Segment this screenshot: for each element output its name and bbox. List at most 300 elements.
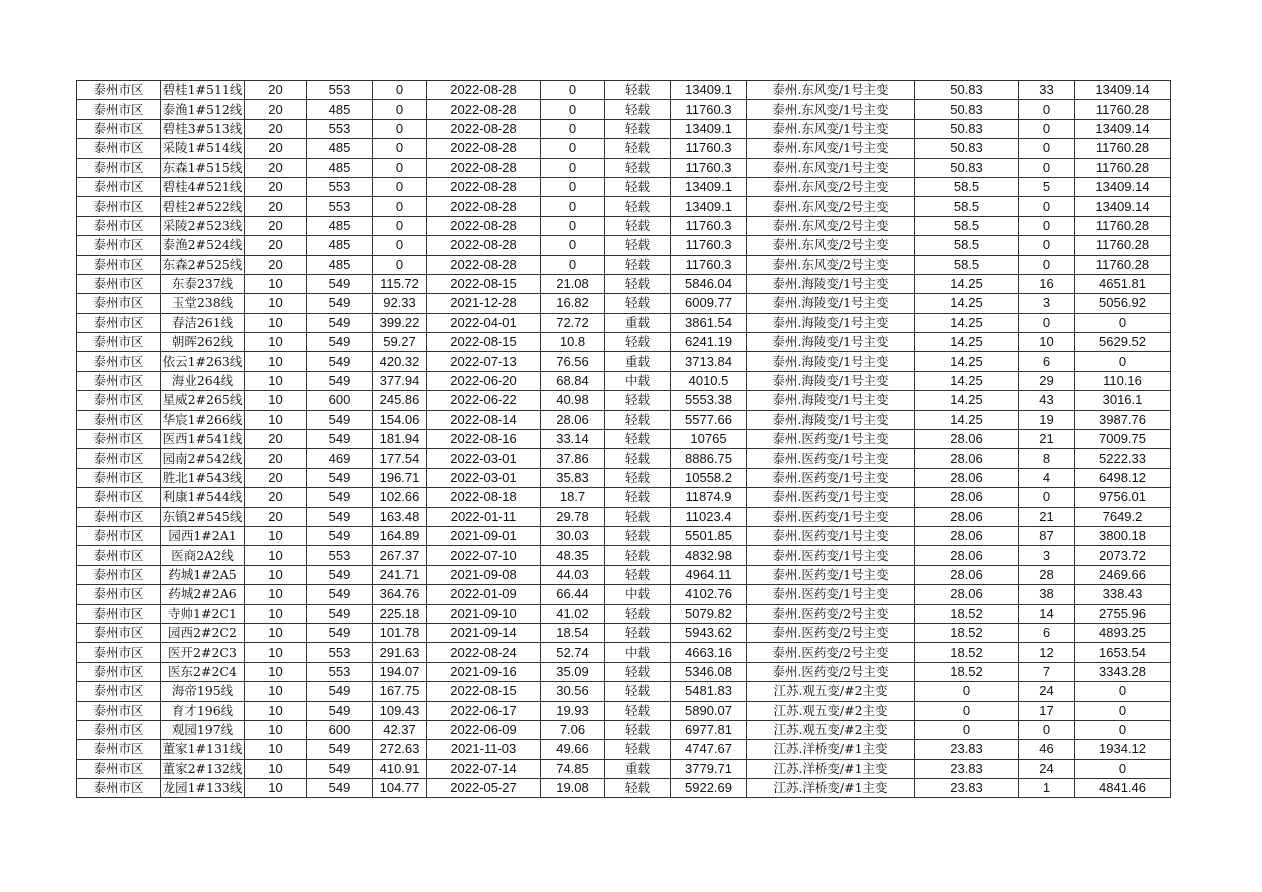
table-row — [77, 391, 1171, 410]
voltage-cell: 10 — [245, 720, 307, 739]
load-status-cell: 轻载 — [605, 139, 671, 158]
date-cell: 2022-01-09 — [427, 585, 541, 604]
load-cell: 163.48 — [373, 507, 427, 526]
transformer-rate-cell: 50.83 — [915, 139, 1019, 158]
count-cell: 0 — [1019, 216, 1075, 235]
area-cell: 泰州市区 — [77, 430, 161, 449]
load-status-cell: 轻载 — [605, 507, 671, 526]
load-status-cell: 轻载 — [605, 177, 671, 196]
count-cell: 24 — [1019, 682, 1075, 701]
capacity-cell: 549 — [307, 779, 373, 798]
load-cell: 177.54 — [373, 449, 427, 468]
date-cell: 2022-06-17 — [427, 701, 541, 720]
remaining-cell: 0 — [1075, 759, 1171, 778]
load-cell: 181.94 — [373, 430, 427, 449]
transformer-cell: 泰州.东风变/1号主变 — [747, 158, 915, 177]
available-cell: 8886.75 — [671, 449, 747, 468]
transformer-cell: 泰州.医药变/1号主变 — [747, 468, 915, 487]
transformer-cell: 泰州.医药变/1号主变 — [747, 526, 915, 545]
load-rate-cell: 0 — [541, 177, 605, 196]
table-row — [77, 759, 1171, 778]
count-cell: 7 — [1019, 662, 1075, 681]
available-cell: 10558.2 — [671, 468, 747, 487]
line-name-cell: 董家1#131线 — [161, 740, 245, 759]
line-name-cell: 海业264线 — [161, 371, 245, 390]
remaining-cell: 3987.76 — [1075, 410, 1171, 429]
load-status-cell: 轻载 — [605, 526, 671, 545]
remaining-cell: 4841.46 — [1075, 779, 1171, 798]
voltage-cell: 20 — [245, 507, 307, 526]
date-cell: 2022-08-28 — [427, 119, 541, 138]
date-cell: 2022-04-01 — [427, 313, 541, 332]
transformer-cell: 泰州.海陵变/1号主变 — [747, 274, 915, 293]
transformer-cell: 泰州.海陵变/1号主变 — [747, 294, 915, 313]
remaining-cell: 5629.52 — [1075, 333, 1171, 352]
table-row — [77, 216, 1171, 235]
available-cell: 5079.82 — [671, 604, 747, 623]
date-cell: 2022-07-14 — [427, 759, 541, 778]
transformer-cell: 泰州.东风变/2号主变 — [747, 177, 915, 196]
load-rate-cell: 68.84 — [541, 371, 605, 390]
load-status-cell: 轻载 — [605, 682, 671, 701]
remaining-cell: 2073.72 — [1075, 546, 1171, 565]
load-cell: 399.22 — [373, 313, 427, 332]
count-cell: 5 — [1019, 177, 1075, 196]
transformer-cell: 泰州.东风变/2号主变 — [747, 255, 915, 274]
capacity-cell: 549 — [307, 313, 373, 332]
available-cell: 5346.08 — [671, 662, 747, 681]
transformer-rate-cell: 18.52 — [915, 623, 1019, 642]
line-name-cell: 园南2#542线 — [161, 449, 245, 468]
capacity-cell: 553 — [307, 643, 373, 662]
remaining-cell: 7009.75 — [1075, 430, 1171, 449]
load-cell: 109.43 — [373, 701, 427, 720]
remaining-cell: 3016.1 — [1075, 391, 1171, 410]
load-rate-cell: 35.09 — [541, 662, 605, 681]
load-rate-cell: 0 — [541, 158, 605, 177]
load-rate-cell: 66.44 — [541, 585, 605, 604]
available-cell: 6977.81 — [671, 720, 747, 739]
line-name-cell: 采陵1#514线 — [161, 139, 245, 158]
remaining-cell: 2469.66 — [1075, 565, 1171, 584]
table-row — [77, 701, 1171, 720]
voltage-cell: 20 — [245, 100, 307, 119]
load-status-cell: 轻载 — [605, 236, 671, 255]
date-cell: 2022-07-10 — [427, 546, 541, 565]
capacity-cell: 549 — [307, 352, 373, 371]
load-rate-cell: 40.98 — [541, 391, 605, 410]
remaining-cell: 13409.14 — [1075, 197, 1171, 216]
available-cell: 5481.83 — [671, 682, 747, 701]
transformer-rate-cell: 14.25 — [915, 313, 1019, 332]
capacity-cell: 600 — [307, 391, 373, 410]
area-cell: 泰州市区 — [77, 255, 161, 274]
transformer-cell: 泰州.医药变/2号主变 — [747, 662, 915, 681]
transformer-cell: 泰州.医药变/1号主变 — [747, 585, 915, 604]
voltage-cell: 20 — [245, 488, 307, 507]
load-cell: 272.63 — [373, 740, 427, 759]
load-rate-cell: 0 — [541, 81, 605, 100]
table-row — [77, 526, 1171, 545]
remaining-cell: 0 — [1075, 682, 1171, 701]
remaining-cell: 5056.92 — [1075, 294, 1171, 313]
capacity-cell: 553 — [307, 81, 373, 100]
load-rate-cell: 0 — [541, 139, 605, 158]
load-cell: 377.94 — [373, 371, 427, 390]
remaining-cell: 11760.28 — [1075, 236, 1171, 255]
transformer-rate-cell: 58.5 — [915, 216, 1019, 235]
capacity-cell: 485 — [307, 216, 373, 235]
count-cell: 10 — [1019, 333, 1075, 352]
transformer-cell: 泰州.医药变/1号主变 — [747, 565, 915, 584]
transformer-rate-cell: 0 — [915, 720, 1019, 739]
date-cell: 2022-08-28 — [427, 100, 541, 119]
date-cell: 2022-08-28 — [427, 255, 541, 274]
voltage-cell: 20 — [245, 197, 307, 216]
voltage-cell: 20 — [245, 119, 307, 138]
capacity-cell: 553 — [307, 546, 373, 565]
area-cell: 泰州市区 — [77, 119, 161, 138]
capacity-cell: 549 — [307, 526, 373, 545]
line-name-cell: 医开2#2C3 — [161, 643, 245, 662]
transformer-cell: 泰州.东风变/2号主变 — [747, 197, 915, 216]
voltage-cell: 10 — [245, 779, 307, 798]
table-row — [77, 100, 1171, 119]
remaining-cell: 0 — [1075, 720, 1171, 739]
load-status-cell: 轻载 — [605, 701, 671, 720]
load-status-cell: 中载 — [605, 585, 671, 604]
transformer-cell: 泰州.海陵变/1号主变 — [747, 371, 915, 390]
load-cell: 245.86 — [373, 391, 427, 410]
load-rate-cell: 21.08 — [541, 274, 605, 293]
load-cell: 0 — [373, 158, 427, 177]
count-cell: 0 — [1019, 313, 1075, 332]
remaining-cell: 0 — [1075, 313, 1171, 332]
load-cell: 0 — [373, 216, 427, 235]
date-cell: 2022-03-01 — [427, 449, 541, 468]
load-cell: 164.89 — [373, 526, 427, 545]
transformer-rate-cell: 23.83 — [915, 740, 1019, 759]
load-rate-cell: 0 — [541, 255, 605, 274]
capacity-cell: 549 — [307, 507, 373, 526]
count-cell: 0 — [1019, 139, 1075, 158]
load-rate-cell: 74.85 — [541, 759, 605, 778]
table-row — [77, 507, 1171, 526]
area-cell: 泰州市区 — [77, 216, 161, 235]
transformer-rate-cell: 14.25 — [915, 294, 1019, 313]
area-cell: 泰州市区 — [77, 197, 161, 216]
line-name-cell: 东泰237线 — [161, 274, 245, 293]
capacity-cell: 549 — [307, 294, 373, 313]
voltage-cell: 20 — [245, 81, 307, 100]
date-cell: 2022-08-24 — [427, 643, 541, 662]
voltage-cell: 20 — [245, 216, 307, 235]
table-row — [77, 410, 1171, 429]
line-name-cell: 东森2#525线 — [161, 255, 245, 274]
line-name-cell: 药城1#2A5 — [161, 565, 245, 584]
available-cell: 5501.85 — [671, 526, 747, 545]
available-cell: 4832.98 — [671, 546, 747, 565]
area-cell: 泰州市区 — [77, 333, 161, 352]
voltage-cell: 20 — [245, 236, 307, 255]
date-cell: 2022-06-09 — [427, 720, 541, 739]
count-cell: 21 — [1019, 507, 1075, 526]
load-cell: 167.75 — [373, 682, 427, 701]
remaining-cell: 11760.28 — [1075, 139, 1171, 158]
transformer-rate-cell: 50.83 — [915, 100, 1019, 119]
voltage-cell: 10 — [245, 623, 307, 642]
transformer-cell: 江苏.洋桥变/#1主变 — [747, 740, 915, 759]
load-status-cell: 轻载 — [605, 740, 671, 759]
available-cell: 11760.3 — [671, 216, 747, 235]
date-cell: 2021-09-08 — [427, 565, 541, 584]
load-cell: 92.33 — [373, 294, 427, 313]
load-rate-cell: 30.03 — [541, 526, 605, 545]
capacity-cell: 549 — [307, 585, 373, 604]
date-cell: 2021-09-14 — [427, 623, 541, 642]
line-name-cell: 玉堂238线 — [161, 294, 245, 313]
line-name-cell: 药城2#2A6 — [161, 585, 245, 604]
remaining-cell: 0 — [1075, 701, 1171, 720]
area-cell: 泰州市区 — [77, 158, 161, 177]
load-cell: 101.78 — [373, 623, 427, 642]
count-cell: 0 — [1019, 197, 1075, 216]
load-status-cell: 轻载 — [605, 255, 671, 274]
table-row — [77, 430, 1171, 449]
transformer-cell: 泰州.海陵变/1号主变 — [747, 391, 915, 410]
load-cell: 410.91 — [373, 759, 427, 778]
load-cell: 0 — [373, 119, 427, 138]
count-cell: 29 — [1019, 371, 1075, 390]
load-status-cell: 轻载 — [605, 294, 671, 313]
load-status-cell: 重载 — [605, 313, 671, 332]
load-cell: 0 — [373, 177, 427, 196]
voltage-cell: 10 — [245, 604, 307, 623]
load-rate-cell: 30.56 — [541, 682, 605, 701]
available-cell: 11760.3 — [671, 139, 747, 158]
available-cell: 6009.77 — [671, 294, 747, 313]
voltage-cell: 10 — [245, 565, 307, 584]
remaining-cell: 5222.33 — [1075, 449, 1171, 468]
table-body — [77, 81, 1171, 798]
line-name-cell: 董家2#132线 — [161, 759, 245, 778]
transformer-cell: 泰州.医药变/1号主变 — [747, 507, 915, 526]
remaining-cell: 13409.14 — [1075, 177, 1171, 196]
count-cell: 1 — [1019, 779, 1075, 798]
transformer-cell: 泰州.医药变/2号主变 — [747, 604, 915, 623]
transformer-rate-cell: 28.06 — [915, 488, 1019, 507]
load-rate-cell: 0 — [541, 197, 605, 216]
count-cell: 24 — [1019, 759, 1075, 778]
load-status-cell: 轻载 — [605, 779, 671, 798]
load-rate-cell: 28.06 — [541, 410, 605, 429]
line-name-cell: 星威2#265线 — [161, 391, 245, 410]
date-cell: 2022-03-01 — [427, 468, 541, 487]
date-cell: 2022-08-28 — [427, 158, 541, 177]
remaining-cell: 2755.96 — [1075, 604, 1171, 623]
voltage-cell: 10 — [245, 585, 307, 604]
capacity-cell: 485 — [307, 139, 373, 158]
available-cell: 5943.62 — [671, 623, 747, 642]
voltage-cell: 10 — [245, 682, 307, 701]
load-status-cell: 轻载 — [605, 546, 671, 565]
line-name-cell: 胜北1#543线 — [161, 468, 245, 487]
load-status-cell: 轻载 — [605, 662, 671, 681]
count-cell: 33 — [1019, 81, 1075, 100]
count-cell: 19 — [1019, 410, 1075, 429]
load-rate-cell: 72.72 — [541, 313, 605, 332]
load-cell: 225.18 — [373, 604, 427, 623]
capacity-cell: 549 — [307, 701, 373, 720]
area-cell: 泰州市区 — [77, 352, 161, 371]
available-cell: 13409.1 — [671, 197, 747, 216]
count-cell: 0 — [1019, 158, 1075, 177]
remaining-cell: 4893.25 — [1075, 623, 1171, 642]
count-cell: 46 — [1019, 740, 1075, 759]
line-name-cell: 医西1#541线 — [161, 430, 245, 449]
line-name-cell: 泰渔2#524线 — [161, 236, 245, 255]
remaining-cell: 110.16 — [1075, 371, 1171, 390]
remaining-cell: 338.43 — [1075, 585, 1171, 604]
load-rate-cell: 0 — [541, 216, 605, 235]
load-cell: 194.07 — [373, 662, 427, 681]
available-cell: 4102.76 — [671, 585, 747, 604]
load-status-cell: 中载 — [605, 643, 671, 662]
transformer-rate-cell: 18.52 — [915, 643, 1019, 662]
transformer-cell: 泰州.海陵变/1号主变 — [747, 410, 915, 429]
capacity-cell: 553 — [307, 177, 373, 196]
transformer-cell: 泰州.东风变/1号主变 — [747, 139, 915, 158]
load-cell: 267.37 — [373, 546, 427, 565]
line-name-cell: 碧桂4#521线 — [161, 177, 245, 196]
transformer-cell: 江苏.观五变/#2主变 — [747, 720, 915, 739]
count-cell: 0 — [1019, 720, 1075, 739]
load-cell: 196.71 — [373, 468, 427, 487]
load-rate-cell: 0 — [541, 100, 605, 119]
transformer-rate-cell: 14.25 — [915, 371, 1019, 390]
transformer-cell: 泰州.海陵变/1号主变 — [747, 313, 915, 332]
load-rate-cell: 29.78 — [541, 507, 605, 526]
table-row — [77, 585, 1171, 604]
available-cell: 5846.04 — [671, 274, 747, 293]
date-cell: 2022-07-13 — [427, 352, 541, 371]
remaining-cell: 6498.12 — [1075, 468, 1171, 487]
load-rate-cell: 18.7 — [541, 488, 605, 507]
area-cell: 泰州市区 — [77, 701, 161, 720]
capacity-cell: 485 — [307, 158, 373, 177]
load-cell: 102.66 — [373, 488, 427, 507]
available-cell: 11760.3 — [671, 255, 747, 274]
load-status-cell: 轻载 — [605, 468, 671, 487]
load-cell: 0 — [373, 197, 427, 216]
capacity-cell: 549 — [307, 623, 373, 642]
transformer-cell: 泰州.东风变/1号主变 — [747, 119, 915, 138]
capacity-cell: 549 — [307, 371, 373, 390]
remaining-cell: 3343.28 — [1075, 662, 1171, 681]
count-cell: 38 — [1019, 585, 1075, 604]
capacity-cell: 549 — [307, 274, 373, 293]
area-cell: 泰州市区 — [77, 604, 161, 623]
load-cell: 104.77 — [373, 779, 427, 798]
remaining-cell: 1653.54 — [1075, 643, 1171, 662]
voltage-cell: 20 — [245, 430, 307, 449]
voltage-cell: 10 — [245, 643, 307, 662]
load-rate-cell: 52.74 — [541, 643, 605, 662]
transformer-cell: 泰州.医药变/2号主变 — [747, 643, 915, 662]
date-cell: 2022-08-28 — [427, 177, 541, 196]
line-name-cell: 育才196线 — [161, 701, 245, 720]
date-cell: 2021-09-16 — [427, 662, 541, 681]
capacity-cell: 549 — [307, 333, 373, 352]
capacity-cell: 485 — [307, 255, 373, 274]
capacity-cell: 485 — [307, 100, 373, 119]
count-cell: 16 — [1019, 274, 1075, 293]
line-name-cell: 观园197线 — [161, 720, 245, 739]
area-cell: 泰州市区 — [77, 526, 161, 545]
available-cell: 11023.4 — [671, 507, 747, 526]
load-cell: 420.32 — [373, 352, 427, 371]
voltage-cell: 10 — [245, 371, 307, 390]
area-cell: 泰州市区 — [77, 81, 161, 100]
table-row — [77, 236, 1171, 255]
count-cell: 3 — [1019, 294, 1075, 313]
line-name-cell: 东镇2#545线 — [161, 507, 245, 526]
count-cell: 0 — [1019, 119, 1075, 138]
load-rate-cell: 0 — [541, 119, 605, 138]
load-cell: 59.27 — [373, 333, 427, 352]
voltage-cell: 20 — [245, 449, 307, 468]
load-cell: 0 — [373, 139, 427, 158]
transformer-rate-cell: 50.83 — [915, 158, 1019, 177]
transformer-cell: 泰州.东风变/2号主变 — [747, 236, 915, 255]
capacity-cell: 549 — [307, 759, 373, 778]
date-cell: 2022-08-28 — [427, 236, 541, 255]
voltage-cell: 20 — [245, 139, 307, 158]
transformer-cell: 泰州.医药变/1号主变 — [747, 546, 915, 565]
line-name-cell: 碧桂2#522线 — [161, 197, 245, 216]
load-status-cell: 重载 — [605, 352, 671, 371]
load-status-cell: 轻载 — [605, 410, 671, 429]
area-cell: 泰州市区 — [77, 720, 161, 739]
table-row — [77, 177, 1171, 196]
date-cell: 2022-08-15 — [427, 682, 541, 701]
line-name-cell: 园西2#2C2 — [161, 623, 245, 642]
area-cell: 泰州市区 — [77, 294, 161, 313]
transformer-cell: 泰州.东风变/2号主变 — [747, 216, 915, 235]
table-row — [77, 352, 1171, 371]
load-status-cell: 轻载 — [605, 391, 671, 410]
transformer-rate-cell: 14.25 — [915, 410, 1019, 429]
voltage-cell: 20 — [245, 158, 307, 177]
transformer-rate-cell: 28.06 — [915, 468, 1019, 487]
voltage-cell: 10 — [245, 526, 307, 545]
count-cell: 6 — [1019, 352, 1075, 371]
area-cell: 泰州市区 — [77, 177, 161, 196]
table-row — [77, 779, 1171, 798]
table-row — [77, 546, 1171, 565]
transformer-cell: 江苏.观五变/#2主变 — [747, 701, 915, 720]
count-cell: 0 — [1019, 255, 1075, 274]
load-status-cell: 重载 — [605, 759, 671, 778]
table-row — [77, 488, 1171, 507]
count-cell: 17 — [1019, 701, 1075, 720]
load-status-cell: 轻载 — [605, 158, 671, 177]
voltage-cell: 10 — [245, 662, 307, 681]
transformer-cell: 泰州.医药变/1号主变 — [747, 449, 915, 468]
table-row — [77, 294, 1171, 313]
load-rate-cell: 48.35 — [541, 546, 605, 565]
load-status-cell: 轻载 — [605, 565, 671, 584]
